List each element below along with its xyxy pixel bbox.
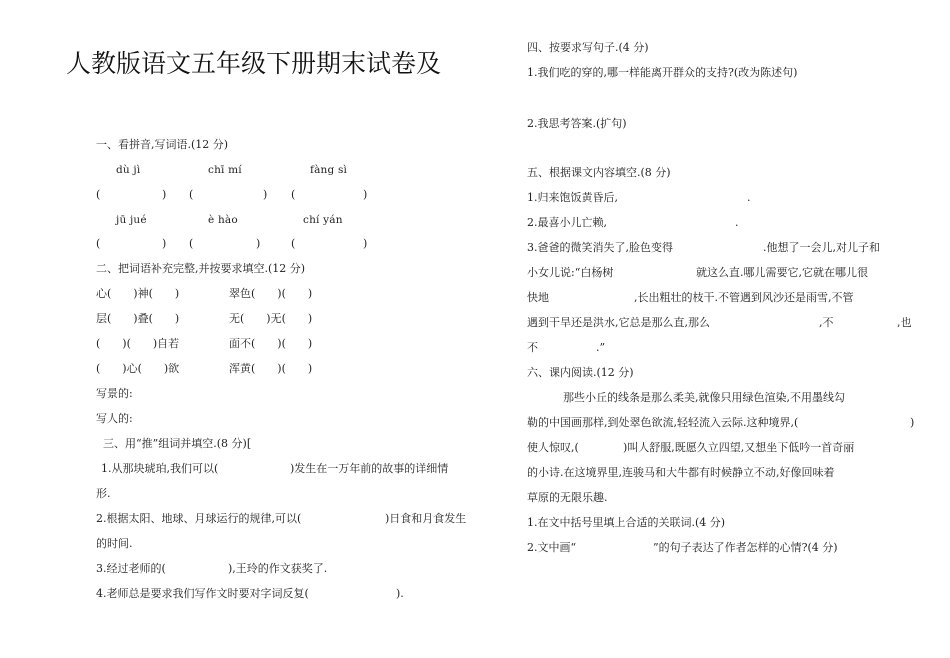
passage-line-3b: )叫人舒服,既愿久立四望,又想坐下低吟一首奇丽 [623, 441, 855, 454]
blank-paren: ) [363, 237, 368, 250]
section-4-heading: 四、按要求写句子.(4 分) [527, 41, 649, 54]
s5-q3-part-h: ,不 [819, 316, 834, 329]
passage-line-5: 草原的无限乐趣. [527, 491, 608, 504]
idiom-2-2: 无( )无( ) [229, 312, 313, 325]
s6-q2-part-b: ”的句子表达了作者怎样的心情?(4 分) [653, 541, 838, 554]
s3-q4-part-b: ). [396, 587, 404, 600]
s4-q1: 1.我们吃的穿的,哪一样能离开群众的支持?(改为陈述句) [527, 66, 798, 79]
blank-paren: ) [162, 237, 167, 250]
section-1-heading: 一、看拼音,写词语.(12 分) [96, 138, 229, 151]
s5-q3-part-b: .他想了一会儿,对儿子和 [763, 241, 880, 254]
idiom-1-1: 心( )神( ) [96, 287, 180, 300]
s3-q2-part-b: )日食和月食发生 [385, 512, 467, 525]
blank-paren: ) [256, 237, 261, 250]
scenery-label: 写景的: [96, 387, 133, 400]
passage-line-2b: ) [910, 416, 915, 429]
s5-q3-part-c: 小女儿说:“白杨树 [527, 266, 614, 279]
s5-q3-part-d: 就这么直.哪儿需要它,它就在哪儿很 [696, 266, 868, 279]
section-3-heading: 三、用“推”组词并填空.(8 分)[ [103, 437, 252, 450]
blank-paren: ( [96, 188, 101, 201]
s5-q3-part-k: .” [596, 341, 606, 354]
passage-line-1: 那些小丘的线条是那么柔美,就像只用绿色渲染,不用墨线勾 [563, 391, 845, 404]
s5-q3-part-e: 快地 [527, 291, 549, 304]
s5-q2-part-b: . [735, 216, 739, 229]
pinyin-2-1: jū jué [116, 214, 147, 226]
idiom-3-2: 面不( )( ) [229, 337, 313, 350]
blank-paren: ( [189, 188, 194, 201]
s5-q3-part-f: ,长出粗壮的枝干.不管遇到风沙还是雨雪,不管 [634, 291, 854, 304]
pinyin-1-1: dù jì [116, 164, 141, 176]
s4-q2: 2.我思考答案.(扩句) [527, 117, 627, 130]
s3-q3-part-a: 3.经过老师的( [96, 562, 166, 575]
section-2-heading: 二、把词语补充完整,并按要求填空.(12 分) [96, 262, 306, 275]
idiom-4-1: ( )心( )欲 [96, 362, 180, 375]
blank-paren: ( [291, 188, 296, 201]
blank-paren: ) [263, 188, 268, 201]
s3-q2-part-c: 的时间. [96, 537, 133, 550]
blank-paren: ( [189, 237, 194, 250]
pinyin-2-2: è hào [208, 214, 238, 226]
s3-q2-part-a: 2.根据太阳、地球、月球运行的规律,可以( [96, 512, 302, 525]
pinyin-1-3: fàng sì [310, 164, 348, 176]
passage-line-4: 的小诗.在这境界里,连骏马和大牛都有时候静立不动,好像回味着 [527, 466, 835, 479]
blank-paren: ( [96, 237, 101, 250]
passage-line-3a: 使人惊叹,( [527, 441, 579, 454]
exam-title: 人教版语文五年级下册期末试卷及 [66, 49, 442, 78]
section-5-heading: 五、根据课文内容填空.(8 分) [527, 166, 671, 179]
idiom-1-2: 翠色( )( ) [229, 287, 313, 300]
s6-q2-part-a: 2.文中画“ [527, 541, 577, 554]
pinyin-2-3: chí yán [303, 214, 343, 226]
people-label: 写人的: [96, 412, 133, 425]
s5-q1-part-b: . [747, 191, 751, 204]
passage-line-2a: 勒的中国画那样,到处翠色欲流,轻轻流入云际.这种境界,( [527, 416, 799, 429]
s5-q3-part-j: 不 [527, 341, 538, 354]
idiom-4-2: 浑黄( )( ) [229, 362, 313, 375]
idiom-3-1: ( )( )自若 [96, 337, 180, 350]
s3-q1-part-c: 形. [96, 487, 111, 500]
s5-q1-part-a: 1.归来饱饭黄昏后, [527, 191, 618, 204]
s3-q1-part-b: )发生在一万年前的故事的详细情 [290, 462, 449, 475]
blank-paren: ) [363, 188, 368, 201]
s3-q3-part-b: ),王玲的作文获奖了. [228, 562, 328, 575]
s3-q4-part-a: 4.老师总是要求我们写作文时要对字词反复( [96, 587, 309, 600]
s5-q3-part-g: 遇到干旱还是洪水,它总是那么直,那么 [527, 316, 710, 329]
section-6-heading: 六、课内阅读.(12 分) [527, 366, 634, 379]
idiom-2-1: 层( )叠( ) [96, 312, 180, 325]
blank-paren: ) [162, 188, 167, 201]
s5-q2-part-a: 2.最喜小儿亡赖, [527, 216, 607, 229]
s6-q1: 1.在文中括号里填上合适的关联词.(4 分) [527, 516, 726, 529]
s3-q1-part-a: 1.从那块琥珀,我们可以( [101, 462, 219, 475]
s5-q3-part-i: ,也 [897, 316, 912, 329]
blank-paren: ( [291, 237, 296, 250]
s5-q3-part-a: 3.爸爸的微笑消失了,脸色变得 [527, 241, 673, 254]
pinyin-1-2: chī mí [208, 164, 242, 176]
